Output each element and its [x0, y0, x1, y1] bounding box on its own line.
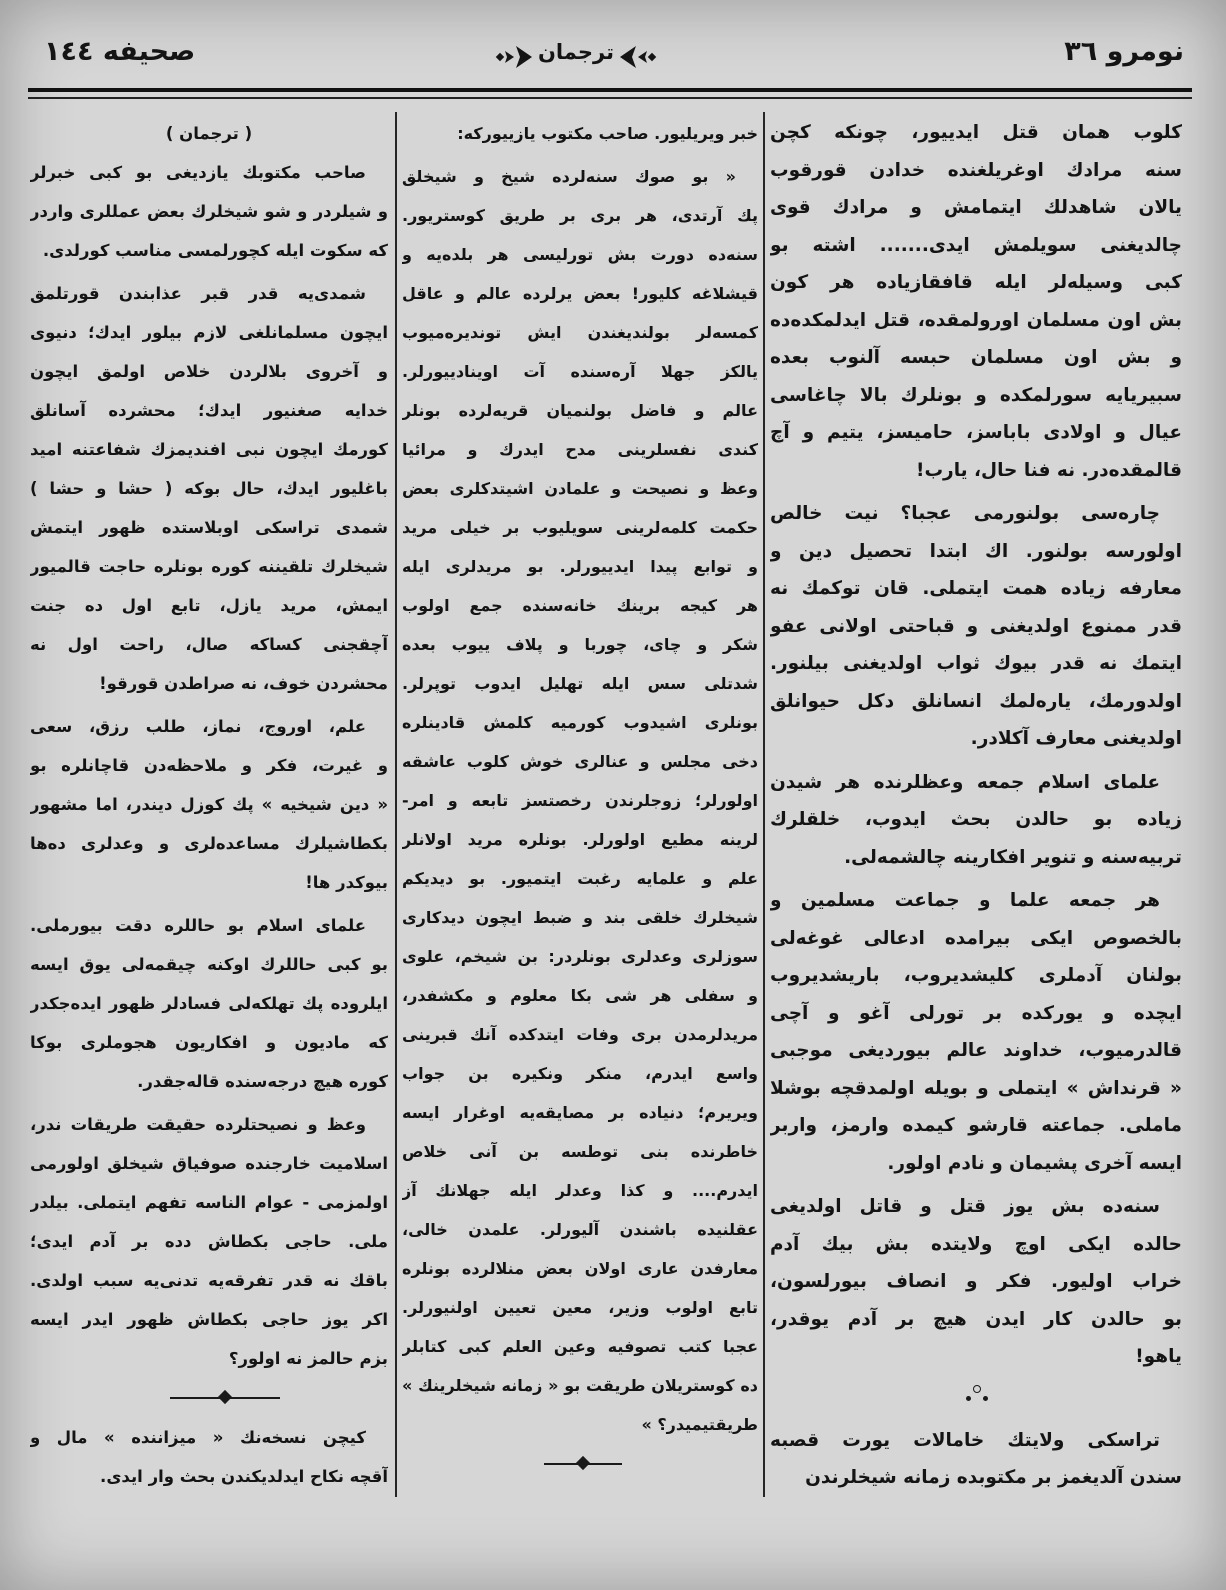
paragraph	[770, 882, 1182, 1182]
text-line: سنه‌ده دورت بش تورلیسی هر بلده‌یه و	[402, 245, 758, 264]
text-line: و سفلی هر شی بكا معلوم و مكشفدر،	[402, 986, 758, 1005]
text-line: ماملی. جماعته قارشو كیمده وارمز، واربر	[770, 1115, 1182, 1136]
text-line: بیوكدر ها!	[305, 873, 388, 892]
divider-ring	[973, 1385, 981, 1393]
text-line: سندن آلدیغمز بر مكتوبده زمانه شیخلرندن	[805, 1467, 1182, 1488]
masthead-title: ترجمان	[538, 40, 614, 64]
text-line: اولمزمی - عوام الناسه تفهم ایتملی. بیلدر	[30, 1193, 388, 1212]
text-line: ایسه آخری پشیمان و نادم اولور.	[887, 1152, 1182, 1174]
text-line: سنه‌ده بش یوز قتل و قاتل اولدیغی	[770, 1196, 1160, 1217]
text-line: كندی نفسلرینی مدح ایدرك و مرائیا	[402, 440, 758, 459]
left-column	[30, 114, 388, 1496]
text-line: قدر ممنوع اولدیغنی و قباحتی اولانی عفو	[770, 615, 1182, 637]
text-line: وعظ و نصیحتلرده حقیقت طریقات ندر،	[30, 1115, 366, 1134]
text-line: صاحب مكتوبك یازدیغی بو كبی خبرلر	[30, 163, 366, 182]
text-line: بونلری اشیدوب كورمیه كلمش قادینلره	[402, 713, 758, 732]
column-rule	[395, 112, 397, 1497]
text-line: و غیرت، فكر و ملاحظه‌دن قاچانلره بو	[30, 756, 388, 775]
page-number: صحیفه ١٤٤	[44, 36, 196, 67]
text-line: علمای اسلام جمعه وعظلرنده هر شیدن	[770, 771, 1160, 793]
text-line: قالدرمیوب، خداوند عالم بیوردیغی موجبی	[770, 1040, 1182, 1061]
text-line: شكر و چای، چوربا و پلاف ییوب بعده	[402, 635, 758, 654]
paragraph	[30, 707, 388, 902]
middle-column	[402, 114, 758, 1484]
masthead	[494, 40, 658, 74]
text-line: « دین شیخیه » پك كوزل دیندر، اما مشهور	[30, 795, 388, 814]
paragraph	[30, 906, 388, 1101]
text-line: بش اون مسلمان اورولمقده، قتل ایدلمكده‌ده	[770, 309, 1182, 331]
divider-dot	[966, 1396, 971, 1401]
text-line: اولورلر؛ زوجلرندن رخصتسز تابعه و امر-	[402, 791, 758, 810]
text-line: كمسه‌لر بولندیغندن ایش توندیره‌میوب	[402, 323, 758, 342]
section-divider	[770, 1376, 1182, 1416]
text-line: تراسكی ولایتك خامالات یورت قصبه	[770, 1429, 1160, 1451]
text-line: یالان شاهدلك ایتمامش و مرادك قوی	[770, 197, 1182, 218]
text-line: علم، اوروج، نماز، طلب رزق، سعی	[30, 717, 366, 736]
text-line: اولدیغنی معارف آكلادر.	[970, 728, 1182, 749]
right-column	[770, 114, 1182, 1497]
text-line: شیخلرك خلقی بند و ضبط ایچون دیدكاری	[402, 908, 758, 927]
text-line: باغلیور ایدك، حال بوكه ( حشا و حشا )	[30, 479, 388, 498]
text-line: قیشلاغه كلیور! بعض یرلرده عالم و عاقل	[402, 284, 758, 303]
header-rule-thin	[28, 97, 1192, 99]
text-line: خدایه صغنیور ایدك؛ محشرده آسانلق	[30, 401, 388, 420]
text-line: اسلامیت خارجنده صوفیاق شیخلق اولورمی	[30, 1154, 388, 1173]
text-line: و بش اون مسلمان حبسه آلنوب بعده	[770, 347, 1182, 368]
text-line: علم و علمایه رغبت ایتمیور. بو دیدیكم	[402, 869, 758, 888]
text-line: ویریرم؛ دنیاده بر مصایقه‌یه اوغرار ایسه	[402, 1103, 758, 1122]
text-line: سبیریایه سورلمكده و بونلرك بالا چاغاسی	[770, 384, 1182, 406]
text-line: اولورسه بولنور. اك ابتدا تحصیل دین و	[770, 540, 1182, 562]
text-line: خاطرنده بنی توطسه بن آنی خلاص	[402, 1142, 758, 1161]
text-line: معارفدن عاری اولان بعض منلالرده بونلره	[402, 1259, 758, 1278]
text-line: بولنان آدملری كلیشدیروب، باریشدیروب	[770, 965, 1182, 986]
text-line: بو حالدن كار ایدن هیچ بر آدم یوقدر،	[770, 1308, 1182, 1330]
divider-diamond-icon	[576, 1456, 590, 1470]
text-line: هر جمعه علما و جماعت مسلمین و	[770, 890, 1160, 911]
paragraph	[30, 153, 388, 270]
text-line: شیخلرك تلقیننه كوره بونلره حاجت قالمیور	[30, 557, 388, 576]
text-line: عقلنیده باشندن آلیورلر. علمدن خالی،	[402, 1220, 758, 1239]
text-line: ملی. حاجی بكطاش دده بر آدم ایدی؛	[30, 1232, 388, 1251]
paragraph	[30, 1105, 388, 1378]
text-line: واسع ایدرم، منكر ونكیره بن جواب	[402, 1064, 758, 1083]
text-line: بكطاشیلرك مساعده‌لری و وعدلری ده‌ها	[30, 834, 388, 853]
text-line: تابع اولوب وزیر، معین تعیین اولنیورلر.	[402, 1298, 758, 1317]
text-line: عجبا كتب تصوفیه وعین العلم كبی كتابلر	[402, 1337, 758, 1356]
issue-number: نومرو ٣٦	[1064, 36, 1184, 67]
ornament-right-icon	[618, 43, 658, 71]
text-line: كیچن نسخه‌نك « میزاننده » مال و	[30, 1428, 366, 1447]
paragraph	[770, 495, 1182, 758]
text-line: خبر ویریلیور. صاحب مكتوب یازییوركه:	[457, 124, 758, 143]
text-line: یالكز جهلا آره‌سنده آت اوینادییورلر.	[402, 362, 758, 381]
text-line: ده كوستریلان طریقت بو « زمانه شیخلرینك »	[402, 1376, 758, 1395]
text-line: معارفه زیاده همت ایتملی. قان توكمك نه	[770, 578, 1182, 599]
column-heading: ( ترجمان )	[165, 124, 253, 143]
text-line: حكمت كلمه‌لرینی سویلیوب بر خیلی مرید	[402, 518, 758, 537]
paragraph	[770, 114, 1182, 489]
text-line: آقچه نكاح ایدلدیكندن بحث وار ایدی.	[100, 1467, 388, 1486]
divider-diamond-icon	[218, 1390, 232, 1404]
text-line: اكر یوز حاجی بكطاش ظهور ایدر ایسه	[30, 1310, 388, 1329]
text-line: پك آرتدی، هر بری بر طریق كوستریور.	[402, 206, 758, 225]
text-line: كبی وسیله‌لر ایله قافقازیاده هر كون	[770, 272, 1182, 293]
text-line: حالده ایكی اوچ ولایتده بش بیك آدم	[770, 1233, 1182, 1255]
text-line: قالمقده‌در. نه فنا حال، یارب!	[916, 459, 1182, 481]
column-rule	[763, 112, 765, 1497]
text-line: وعظ و نصیحت و علمادن اشیتدكلری بعض	[402, 479, 758, 498]
paragraph	[770, 1422, 1182, 1497]
text-line: « قرنداش » ایتملی و بویله اولمدقچه بوشلا	[770, 1077, 1182, 1099]
text-line: مریدلرمدن بری وفات ایتدكده آنك قبرینی	[402, 1025, 758, 1044]
text-line: یاهو!	[1135, 1346, 1182, 1367]
text-line: ایمش، مرید یازل، تابع اول ده جنت	[30, 596, 388, 615]
paragraph	[30, 274, 388, 703]
paragraph	[30, 1418, 388, 1496]
text-line: و توابع پیدا ایدییورلر. بو مریدلری ایله	[402, 557, 758, 576]
text-line: زیاده بو حالدن بحث ایدوب، خلقلرك	[770, 809, 1182, 830]
text-line: و شیلردر و شو شیخلرك بعض عمللری واردر	[30, 202, 388, 221]
text-line: ایلروده پك تهلكه‌لی فسادلر ظهور ایده‌جكدر	[30, 994, 388, 1013]
text-line: ایچون مسلمانلغی لازم بیلور ایدك؛ دنیوی	[30, 323, 388, 342]
text-line: ایتمك نه قدر بیوك ثواب اولدیغنی بیلنور.	[770, 653, 1182, 674]
paragraph	[770, 1188, 1182, 1376]
text-line: سوزلری وعدلری بونلردر: بن شیخم، علوی	[402, 947, 758, 966]
text-line: كه مادیون و افكاریون هجوملری بوكا	[30, 1033, 388, 1052]
paragraph	[770, 764, 1182, 877]
text-line: بزم حالمز نه اولور؟	[228, 1349, 388, 1368]
header-rule	[28, 88, 1192, 92]
section-divider	[402, 1444, 758, 1484]
text-line: عالم و فاضل بولنمیان قریه‌لرده بونلر	[402, 401, 758, 420]
text-line: بو كبی حاللرك اوكنه چیقمه‌لی یوق ایسه	[30, 955, 388, 974]
text-line: بالخصوص ایكی بیرامده ادعالی غوغه‌لی	[770, 927, 1182, 949]
text-line: و آخروی بلالردن خلاص اولمق ایچون	[30, 362, 388, 381]
text-line: شدتلی سس ایله تهلیل ایدوب توپرلر.	[402, 674, 758, 693]
text-line: هر كیجه برینك خانه‌سنده جمع اولوب	[402, 596, 758, 615]
text-line: محشردن خوف، نه صراطدن قورقو!	[99, 674, 388, 693]
text-line: خراب اولیور. فكر و انصاف بیورلسون،	[770, 1271, 1182, 1292]
text-line: كه سكوت ایله كچورلمسی مناسب كورلدی.	[42, 241, 388, 260]
text-line: كوره هیچ درجه‌سنده قاله‌جقدر.	[137, 1072, 388, 1091]
text-line: شمدی‌یه قدر قبر عذابندن قورتلمق	[30, 284, 366, 303]
text-line: اولدورمك، یاره‌لمك انسانلق دكل حیوانلق	[770, 690, 1182, 712]
text-line: ایچده و یوركده بر تورلی آغو و آچی	[770, 1002, 1182, 1024]
text-line: كلوب همان قتل ایدییور، چونكه كچن	[770, 122, 1182, 143]
text-line: لرینه مطیع اولورلر. بونلره مرید اولانلر	[402, 830, 758, 849]
text-line: تربیه‌سنه و تنویر افكارینه چالشمه‌لی.	[844, 846, 1182, 868]
text-line: دخی مجلس و عنالری خوش كلوب عاشقه	[402, 752, 758, 771]
text-line: آچقجنی كساكه صال، راحت اول نه	[30, 635, 388, 654]
text-line: كورمك ایچون نبی افندیمزك شفاعتنه امید	[30, 440, 388, 459]
text-line: طریقتیمیدر؟ »	[641, 1415, 758, 1434]
paragraph	[402, 114, 758, 153]
text-line: عیال و اولادی باباسز، حامیسز، یتیم و آچ	[770, 422, 1182, 443]
text-line: چالدیغنی سویلمش ایدی....... اشته بو	[770, 234, 1182, 256]
text-line: علمای اسلام بو حاللره دقت بیورملی.	[30, 916, 366, 935]
text-line: سنه مرادك اوغریلغنده خدادن قورقوب	[770, 159, 1182, 181]
text-line: باقك نه قدر تفرقه‌یه تدنی‌یه سبب اولدی.	[30, 1271, 388, 1290]
ornament-left-icon	[494, 43, 534, 71]
section-divider	[30, 1378, 388, 1418]
text-line: چاره‌سی بولنورمی عجبا؟ نیت خالص	[770, 503, 1160, 524]
text-line: شمدی تراسكی اوبلاستده ظهور ایتمش	[30, 518, 388, 537]
paragraph	[402, 157, 758, 1444]
text-line: ایدرم.... و كذا وعدلر ایله جهلانك آز	[402, 1181, 758, 1200]
divider-dot	[983, 1396, 988, 1401]
text-line: « بو صوك سنه‌لرده شیخ و شیخلق	[402, 167, 736, 186]
